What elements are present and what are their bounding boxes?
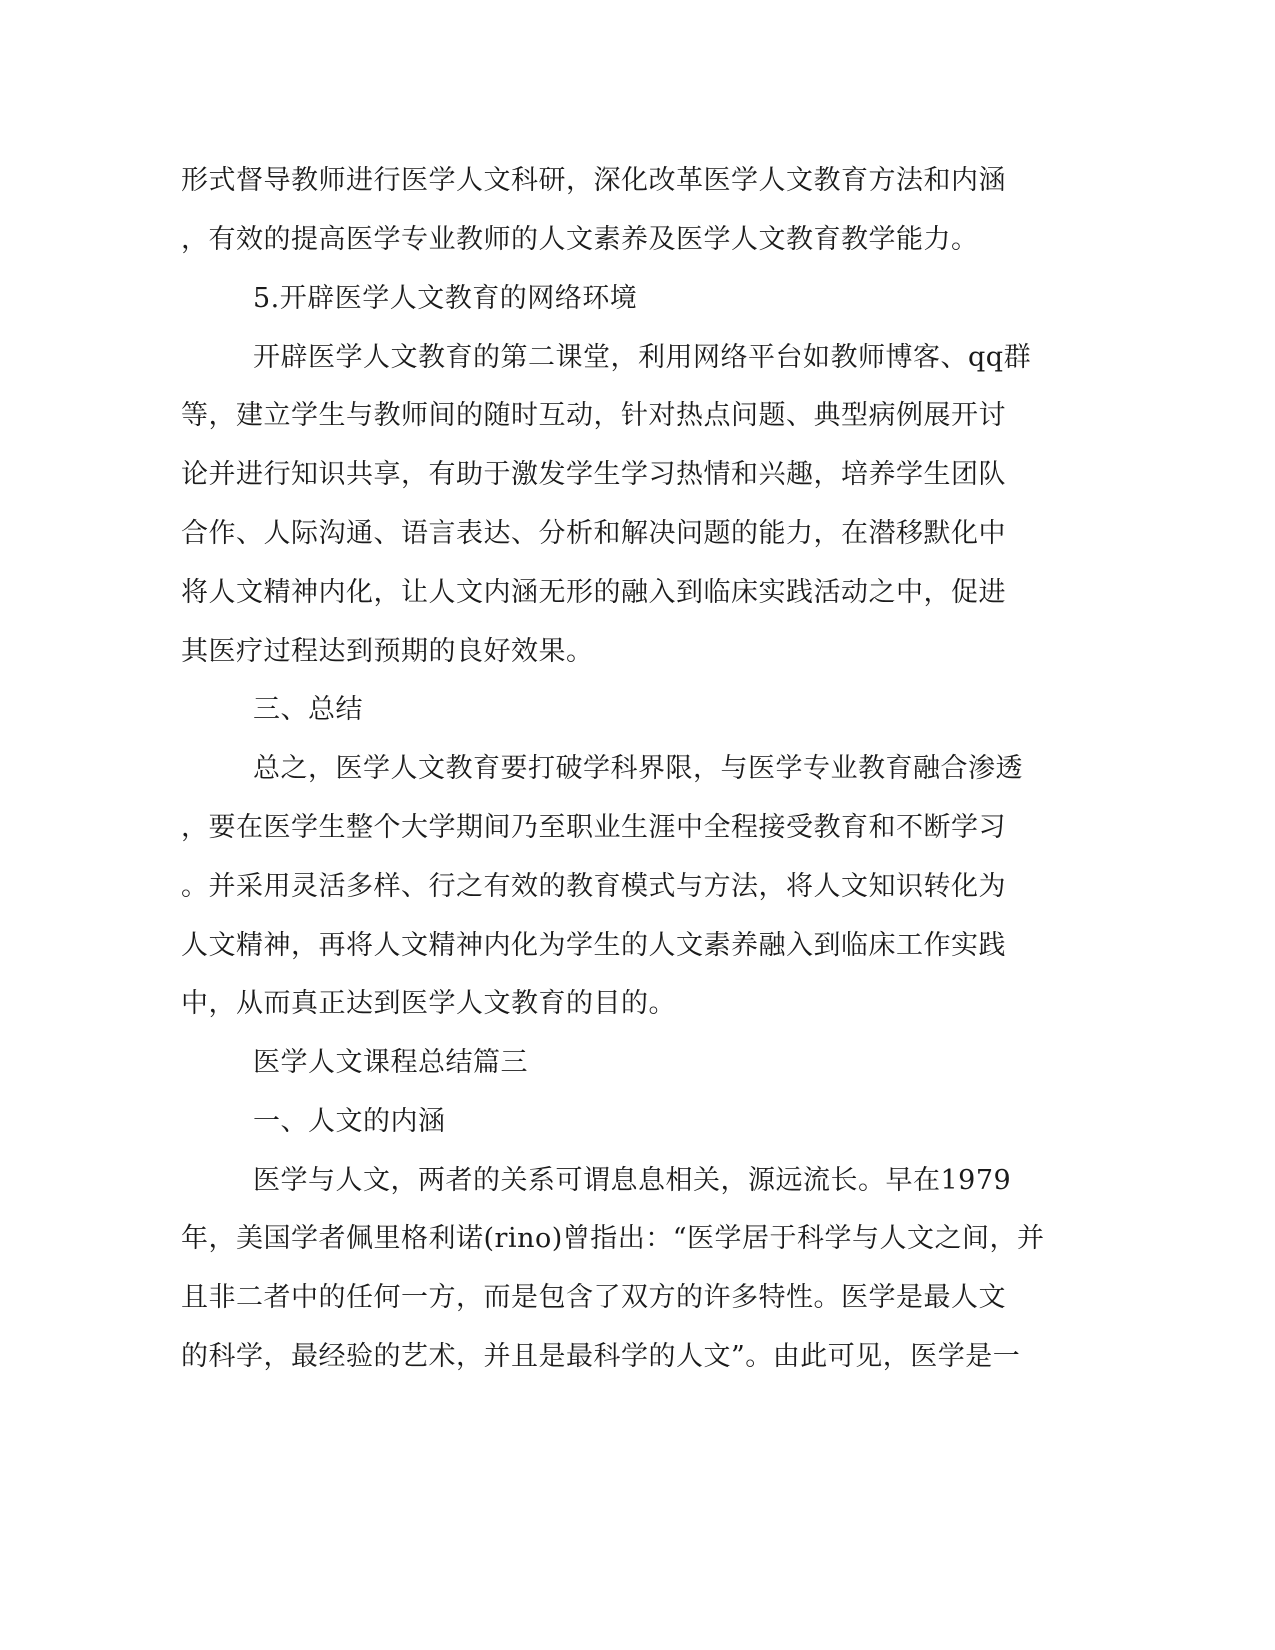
text-line: 论并进行知识共享，有助于激发学生学习热情和兴趣，培养学生团队	[181, 459, 1006, 490]
text-line: 开辟医学人文教育的第二课堂，利用网络平台如教师博客、qq群	[253, 342, 1032, 373]
text-line: 医学与人文，两者的关系可谓息息相关，源远流长。早在1979	[253, 1165, 1012, 1196]
text-line: 将人文精神内化，让人文内涵无形的融入到临床实践活动之中，促进	[181, 577, 1006, 608]
section-heading: 一、人文的内涵	[253, 1106, 446, 1137]
text-line: 总之，医学人文教育要打破学科界限，与医学专业教育融合渗透	[253, 753, 1023, 784]
text-line: 合作、人际沟通、语言表达、分析和解决问题的能力，在潜移默化中	[181, 518, 1006, 549]
text-line: 且非二者中的任何一方，而是包含了双方的许多特性。医学是最人文	[181, 1282, 1006, 1313]
text-line: 的科学，最经验的艺术，并且是最科学的人文”。由此可见，医学是一	[181, 1341, 1021, 1372]
section-heading: 三、总结	[253, 694, 363, 725]
text-line: 中，从而真正达到医学人文教育的目的。	[181, 988, 676, 1019]
text-line: 。并采用灵活多样、行之有效的教育模式与方法，将人文知识转化为	[181, 871, 1006, 902]
text-line: 等，建立学生与教师间的随时互动，针对热点问题、典型病例展开讨	[181, 400, 1006, 431]
section-heading: 5.开辟医学人文教育的网络环境	[253, 283, 638, 314]
text-line: 形式督导教师进行医学人文科研，深化改革医学人文教育方法和内涵	[181, 165, 1006, 196]
text-line: 其医疗过程达到预期的良好效果。	[181, 636, 594, 667]
text-line: 人文精神，再将人文精神内化为学生的人文素养融入到临床工作实践	[181, 930, 1006, 961]
text-line: 年，美国学者佩里格利诺(rino)曾指出：“医学居于科学与人文之间，并	[181, 1223, 1045, 1254]
text-line: ，有效的提高医学专业教师的人文素养及医学人文教育教学能力。	[181, 224, 979, 255]
chapter-title: 医学人文课程总结篇三	[253, 1047, 528, 1078]
text-line: ，要在医学生整个大学期间乃至职业生涯中全程接受教育和不断学习	[181, 812, 1006, 843]
